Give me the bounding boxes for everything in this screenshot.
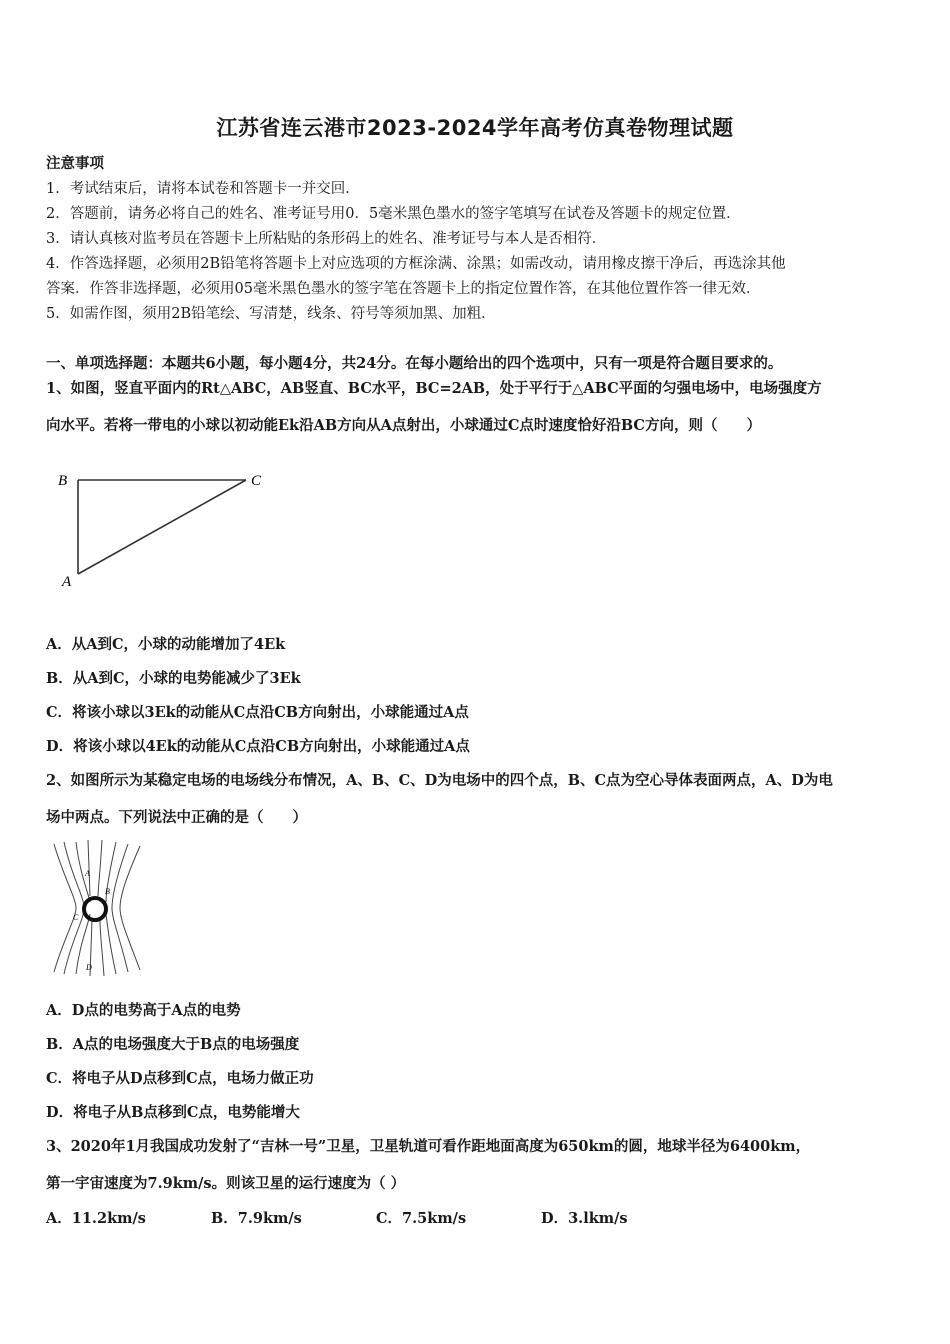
- question-2-line-2: 场中两点。下列说法中正确的是（ ）: [46, 809, 307, 826]
- point-a-label: A: [85, 869, 90, 878]
- option-2d: D．将电子从B点移到C点，电势能增大: [46, 1104, 300, 1121]
- point-a-label: A: [62, 574, 72, 590]
- option-2c: C．将电子从D点移到C点，电场力做正功: [46, 1070, 314, 1087]
- notice-item: 4．作答选择题，必须用2B铅笔将答题卡上对应选项的方框涂满、涂黑；如需改动，请用橡皮擦干净后，再选涂其他: [46, 256, 786, 272]
- option-2b: B．A点的电场强度大于B点的电场强度: [46, 1036, 300, 1053]
- triangle-abc-figure: [52, 460, 282, 600]
- notice-heading: 注意事项: [46, 155, 104, 172]
- notice-item: 3．请认真核对监考员在答题卡上所粘贴的条形码上的姓名、准考证号与本人是否相符．: [46, 231, 607, 247]
- point-b-label: B: [58, 473, 68, 489]
- point-c-label: C: [251, 473, 262, 489]
- option-3d: D．3.lkm/s: [541, 1210, 628, 1227]
- question-3-line-1: 3、2020年1月我国成功发射了“吉林一号”卫星，卫星轨道可看作距地面高度为650km的圆，地球半径为6400km，: [46, 1138, 811, 1155]
- notice-item: 1．考试结束后，请将本试卷和答题卡一并交回．: [46, 181, 360, 197]
- option-3a: A．11.2km/s: [46, 1210, 146, 1227]
- question-1-line-2: 向水平。若将一带电的小球以初动能Ek沿AB方向从A点射出，小球通过C点时速度恰好沿BC方向，则（ ）: [46, 417, 761, 434]
- notice-item: 5．如需作图，须用2B铅笔绘、写清楚，线条、符号等须加黑、加粗．: [46, 306, 496, 322]
- segment-ac: [78, 480, 246, 574]
- option-1c: C．将该小球以3Ek的动能从C点沿CB方向射出，小球能通过A点: [46, 704, 469, 721]
- field-lines-figure: [46, 838, 146, 978]
- section-heading: 一、单项选择题：本题共6小题，每小题4分，共24分。在每小题给出的四个选项中，只有一项是符合题目要求的。: [46, 355, 783, 372]
- point-b-label: B: [105, 887, 110, 896]
- option-1a: A．从A到C，小球的动能增加了4Ek: [46, 636, 286, 653]
- page-title: 江苏省连云港市2023-2024学年高考仿真卷物理试题: [216, 116, 734, 140]
- option-1b: B．从A到C，小球的电势能减少了3Ek: [46, 670, 301, 687]
- field-lines: [54, 840, 140, 976]
- option-1d: D．将该小球以4Ek的动能从C点沿CB方向射出，小球能通过A点: [46, 738, 470, 755]
- option-3c: C．7.5km/s: [376, 1210, 467, 1227]
- point-c-label: C: [73, 913, 79, 922]
- question-2-line-1: 2、如图所示为某稳定电场的电场线分布情况，A、B、C、D为电场中的四个点，B、C点为空心导体表面两点，A、D为电: [46, 772, 833, 789]
- point-d-label: D: [86, 963, 92, 972]
- hollow-conductor: [84, 898, 106, 920]
- question-3-line-2: 第一宇宙速度为7.9km/s。则该卫星的运行速度为（ ）: [46, 1175, 406, 1192]
- notice-item: 2．答题前，请务必将自己的姓名、准考证号用0．5毫米黑色墨水的签字笔填写在试卷及答题卡的规定位置．: [46, 206, 741, 222]
- notice-item: 答案．作答非选择题，必须用05毫米黑色墨水的签字笔在答题卡上的指定位置作答，在其他位置作答一律无效．: [46, 281, 761, 297]
- option-2a: A．D点的电势高于A点的电势: [46, 1002, 241, 1019]
- option-3b: B．7.9km/s: [211, 1210, 302, 1227]
- question-1-line-1: 1、如图，竖直平面内的Rt△ABC，AB竖直、BC水平，BC=2AB，处于平行于△ABC平面的匀强电场中，电场强度方: [46, 380, 822, 397]
